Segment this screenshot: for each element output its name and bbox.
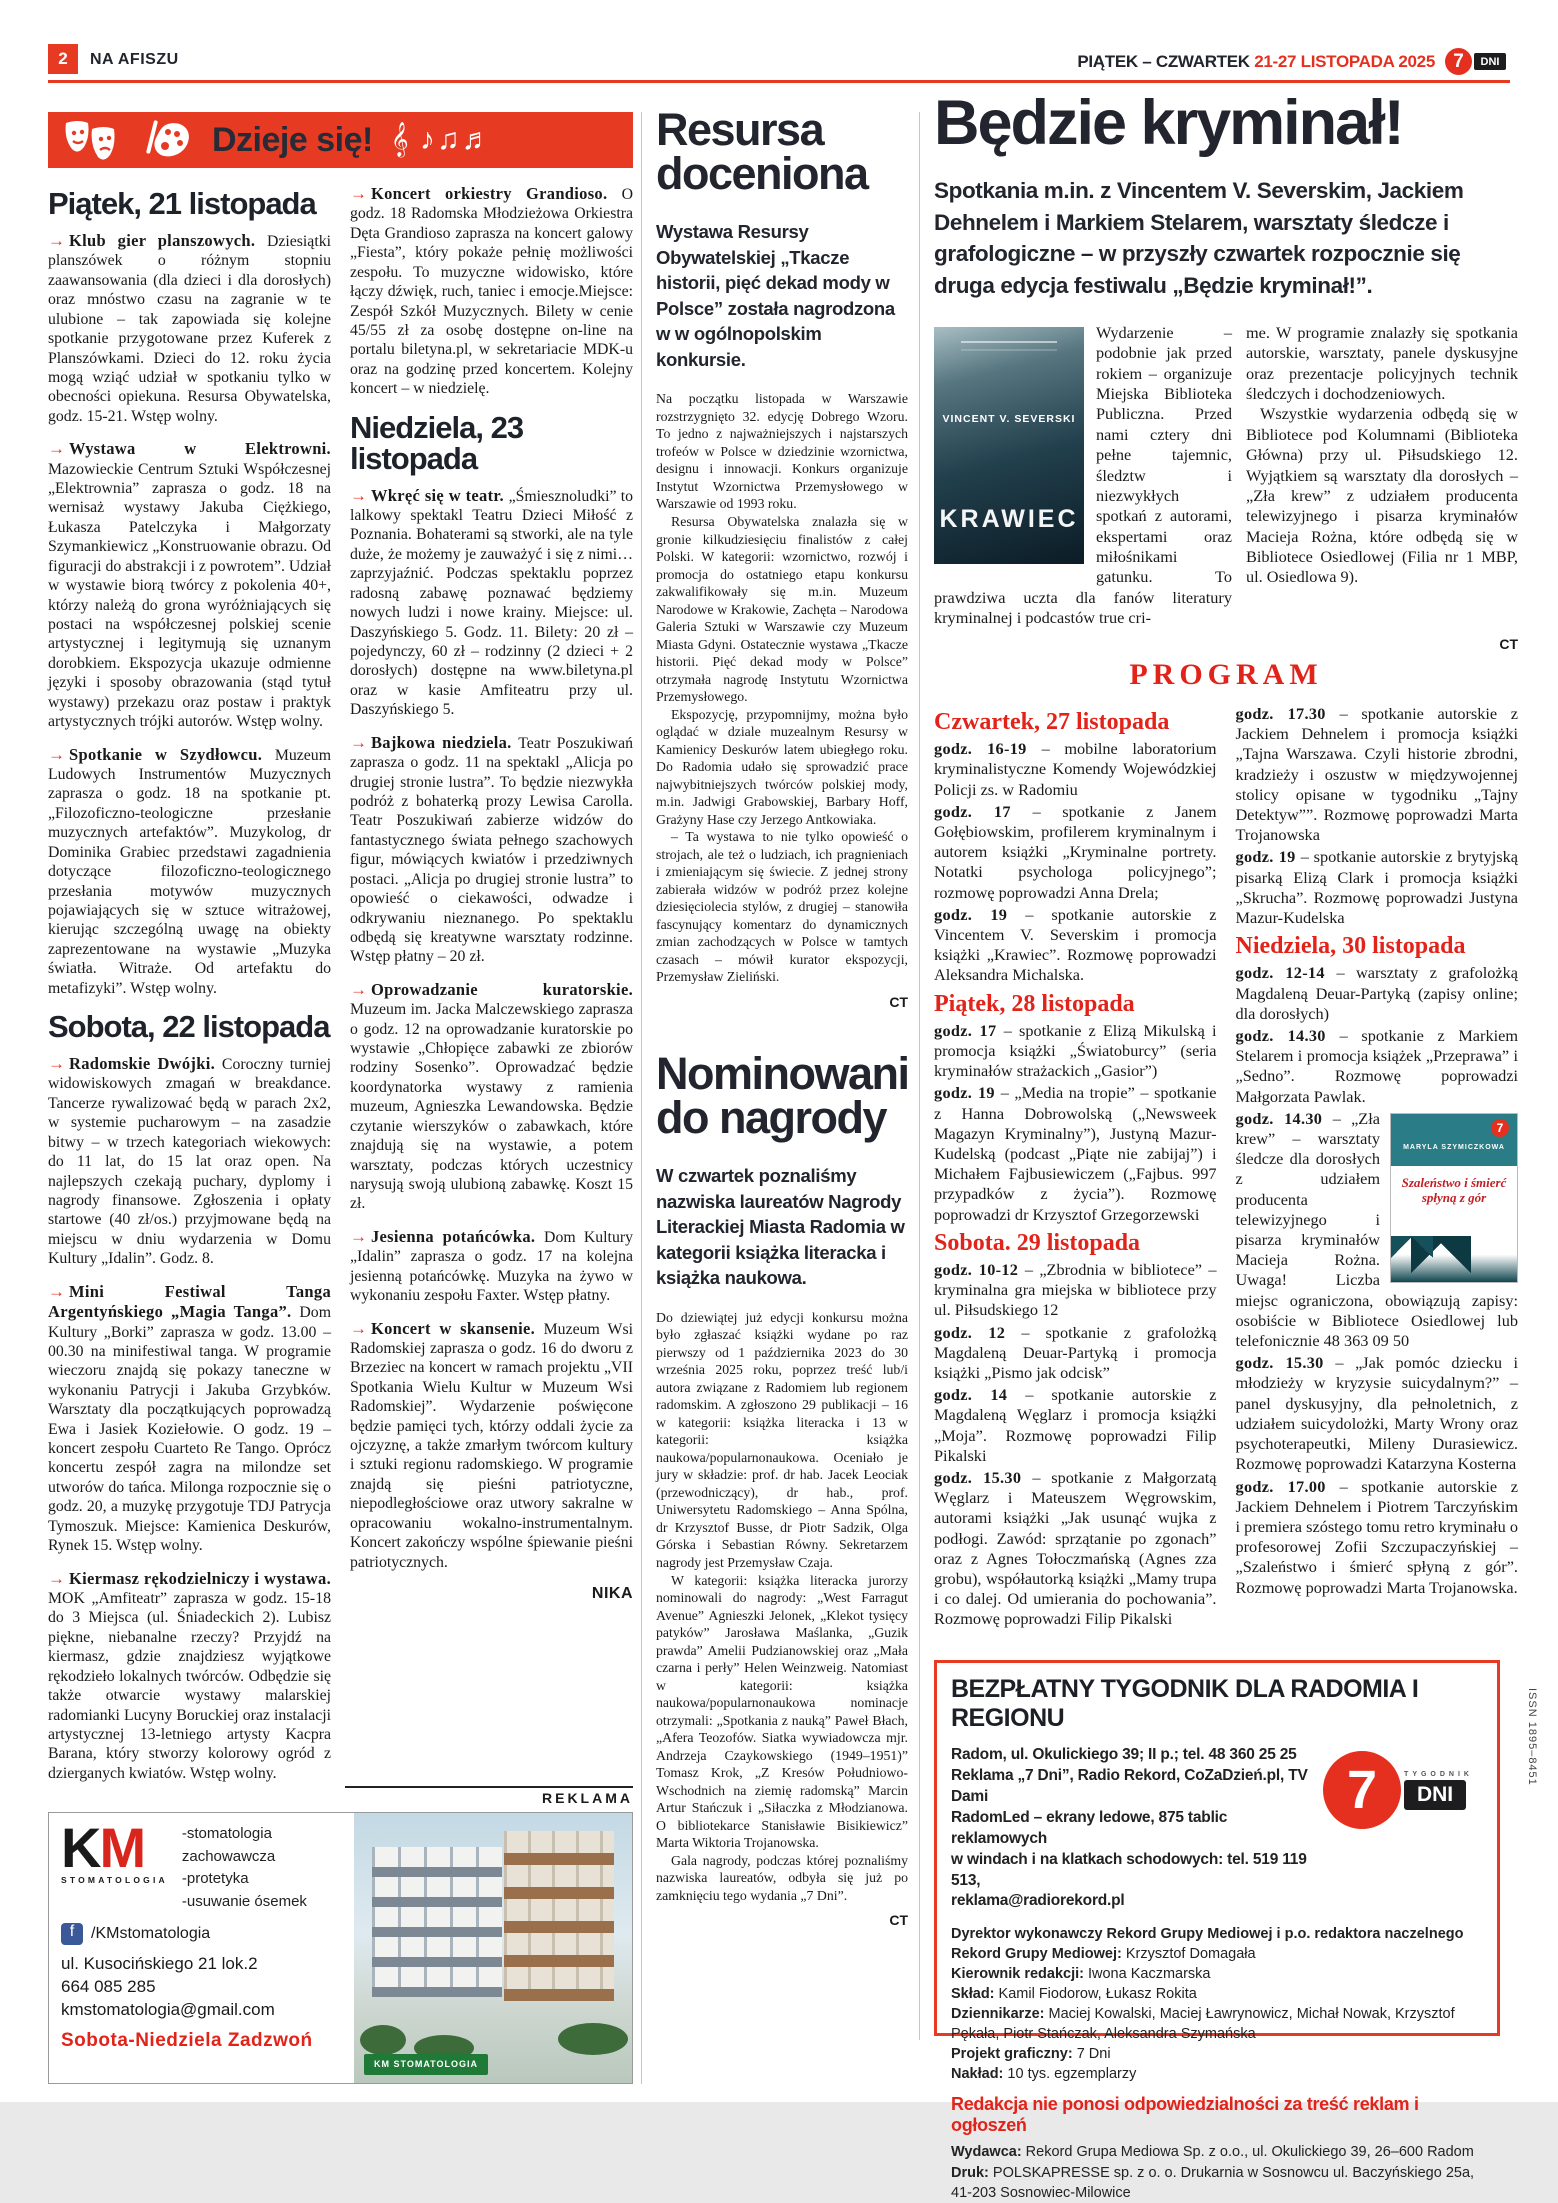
palette-brush-icon (144, 118, 194, 162)
logo-seven-icon: 7 (1323, 1751, 1401, 1829)
issue-date: PIĄTEK – CZWARTEK 21-27 LISTOPADA 2025 (1077, 51, 1435, 71)
facebook-icon: f (61, 1923, 83, 1945)
music-notes-icon: 𝄞 ♪♫♬ (390, 123, 494, 156)
km-email[interactable]: kmstomatologia@gmail.com (61, 1999, 275, 2019)
program-time: godz. 17 (934, 1020, 1004, 1040)
event-title: Bajkowa niedziela. (371, 732, 519, 752)
staff-role: Kierownik redakcji: (951, 1966, 1084, 1983)
km-service-item: -usuwanie ósemek (181, 1892, 307, 1910)
banner-title: Dzieje się! (212, 120, 373, 159)
program-entry: godz. 12 – spotkanie z grafolożką Magdaleną Deuar-Partyką i promocja książki „Pismo jak odcisk” (934, 1322, 1217, 1383)
article-nominowani (656, 1047, 909, 1929)
event-title: Radomskie Dwójki. (69, 1054, 222, 1074)
feature-headline: Będzie kryminał! (934, 88, 1403, 158)
program-time: godz. 17 (934, 801, 1033, 821)
event-title: Mini Festiwal Tanga Argentyńskiego „Magia Tanga”. (48, 1281, 331, 1322)
program-day-heading: Czwartek, 27 listopada (934, 709, 1170, 735)
program-entry: godz. 15.30 – spotkanie z Małgorzatą Węglarz i Mateuszem Węgrowskim, autorami książki „Jak usunąć wujka z podłogi. Zawód: sprzątanie po zgonach” oraz z Agnes Tołoczmańską (Agnes zza grobu), współautorką książki „Mamy trupa i co dalej. Od umierania do pochowania”. Rozmowę poprowadzi Filip Pikalski (934, 1468, 1217, 1629)
event-item: → Wkręć się w teatr. „Śmiesznoludki” to lalkowy spektakl Teatru Dzieci Miłość z Poznania. Bohaterami są stworki, ale na tyle duże, że możemy je zauważyć i się z nimi…zaprzyjaźnić. Podczas spektaklu poprzez radosną zabawę poznawać będziemy nowych ludzi i nowe krainy. Miejsce: ul. Daszyńskiego 5. Godz. 11. Bilety: 20 zł – pojedynczy, 60 zł – rodzinny (2 dzieci + 2 dorosłych) dostępne na www.biletyna.pl oraz w kasie Amfiteatru przy ul. Daszyńskiego 5. (350, 485, 633, 719)
program-entry: 7 MARYLA SZYMICZKOWA Szaleństwo i śmierć spłyną z gór godz. 14.30 – „Zła krew” – warsztaty śledcze dla dorosłych z udziałem producenta telewizyjnego i pisarza kryminałów Macieja Rożna. Uwaga! Liczba miejsc ograniczona, obowiązują zapisy: osobiście w Bibliotece Osiedlowej lub telefonicznie 48 363 09 50 (1235, 1108, 1518, 1351)
masthead-box (934, 1660, 1500, 2201)
km-address: ul. Kusocińskiego 21 lok.2 (61, 1954, 258, 1973)
feature-right-column (1246, 323, 1518, 628)
7dni-logo (1445, 48, 1506, 75)
km-building-photo (354, 1813, 632, 2083)
program-entry: godz. 15.30 – „Jak pomóc dziecku i młodzieży w kryzysie suicydalnym?” – panel dyskusyjny, dla pełnoletnich, z udziałem suicydolożki, Marty Wrony oraz psychoterapeutki, Mileny Durasiewicz. Rozmowę poprowadzi Katarzyna Kosterna (1235, 1353, 1518, 1474)
masthead-contact-line: reklama@radiorekord.pl (951, 1892, 1125, 1910)
program-time: godz. 19 (1235, 847, 1301, 867)
arrow-bullet-icon: → (350, 732, 367, 752)
staff-role: Skład: (951, 1986, 995, 2003)
km-weekend-note: Sobota-Niedziela Zadzwoń (61, 2029, 313, 2051)
program-entry: godz. 10-12 – „Zbrodnia w bibliotece” – kryminalna gra miejska w bibliotece przy ul. Piłsudskiego 12 (934, 1260, 1217, 1320)
event-item: → Bajkowa niedziela. Teatr Poszukiwań zaprasza o godz. 11 na spektakl „Alicja po drugiej stronie lustra”. To będzie niezwykła podróż z bohaterką prozy Lewisa Carolla. Teatr Poszukiwań zabierze widzów do fantastycznego świata pełnego szachowych figur, mówiących kwiatów i przedziwnych postaci. „Alicja po drugiej stronie lustra” to opowieść o ciekawości, odwadze i odkrywaniu nieznanego. Po spektaklu odbędą się kreatywne warsztaty rodzinne. Wstęp płatny – 20 zł. (350, 732, 633, 966)
program-entry: godz. 17 – spotkanie z Elizą Mikulską i promocja książki „Światoburcy” (seria kryminałów strażackich „Gasior”) (934, 1020, 1217, 1081)
masthead-contact-line: Radom, ul. Okulickiego 39; II p.; tel. 48 360 25 25 (951, 1746, 1297, 1763)
program-time: godz. 14.30 (1235, 1026, 1340, 1046)
arrow-bullet-icon: → (350, 184, 367, 203)
logo-seven-icon: 7 (1445, 48, 1472, 75)
article-lead: Wystawa Resursy Obywatelskiej „Tkacze historii, pięć dekad mody w Polsce” została nagrodzona w w ogólnopolskim konkursie. (656, 221, 895, 370)
article-paragraph: Na początku listopada w Warszawie rozstrzygnięto 32. edycję Dobrego Wzoru. To jedno z najważniejszych i najstarszych trofeów w Polsce w dziedzinie wzornictwa, designu i innowacji. Konkurs organizuje Instytut Wzornictwa Przemysłowego w Warszawie od 1993 roku. (656, 391, 908, 512)
program-time: godz. 12-14 (1235, 963, 1337, 983)
km-facebook-row[interactable] (61, 1923, 346, 1945)
article-paragraph: Gala nagrody, podczas której poznaliśmy nazwiska laureatów, odbyła się już po zamknięciu tego wydania „7 Dni”. (656, 1852, 908, 1903)
masthead-staff-line: Skład: Kamil Fiodorow, Łukasz Rokita (951, 1986, 1197, 2003)
feature-text-a: Wydarzenie – podobnie jak przed rokiem – organizuje Miejska Biblioteka Publiczna. Przed nami cztery dni pełne tajemnic, śledztw i niezwykłych spotkań z autorami, ekspertami oraz miłośnikami gatunku. To prawdziwa uczta dla fanów literatury kryminalnej i podcastów true cri- (934, 323, 1232, 628)
day-heading: Piątek, 21 listopada (48, 186, 316, 221)
km-services-list (182, 1823, 346, 1913)
column-divider (641, 112, 642, 2084)
author-signature: NIKA (591, 1585, 633, 1602)
km-service-item: -protetyka (181, 1870, 249, 1887)
arrow-bullet-icon: → (48, 439, 65, 459)
arrow-bullet-icon: → (350, 979, 367, 999)
event-item: → Jesienna potańcówka. Dom Kultury „Idalin” zaprasza o godz. 17 na kolejna jesienną potańcówkę. Muzyka na żywo w wykonaniu zespołu Faxter. Wstęp płatny. (350, 1226, 634, 1305)
day-heading: Niedziela, 23 listopada (350, 409, 524, 476)
publisher-role: Wydawca: (951, 2144, 1022, 2161)
article-resursa (656, 104, 908, 1010)
program-schedule (934, 704, 1518, 1646)
dzieje-sie-banner (48, 112, 633, 168)
event-title: Koncert w skansenie. (371, 1318, 544, 1338)
column-divider (919, 112, 920, 2040)
program-time: godz. 19 (934, 1083, 1001, 1103)
staff-role: Dziennikarze: (951, 2006, 1045, 2023)
masthead-staff-line: Dziennikarze: Maciej Kowalski, Maciej Ławrynowicz, Michał Nowak, Krzysztof Pękała, Piotr Stańczak, Aleksandra Szymańska (951, 2006, 1455, 2043)
event-item: → Klub gier planszowych. Dziesiątki planszówek o różnym stopniu zaawansowania (dla dzieci i dla dorosłych) oraz mnóstwo czasu na zagranie w te ulubione – tak zapowiada się kolejne spotkanie przygotowane przez Kuferek z Planszówkami. Dzieci do 12. roku życia mogą wziąć udział w spotkaniu tylko w obecności opiekuna. Resursa Obywatelska, godz. 15-21. Wstęp wolny. (48, 231, 331, 425)
staff-role: Dyrektor wykonawczy Rekord Grupy Mediowej i p.o. redaktora naczelnego Rekord Grupy Mediowej: (951, 1926, 1464, 1963)
masthead-contact (951, 1745, 1323, 1912)
event-item: → Koncert w skansenie. Muzeum Wsi Radomskiej zaprasza o godz. 16 do dworu z Brzeziec na koncert w ramach projektu „VII Spotkania Wielu Kultur w Muzeum Wsi Radomskiej”. Wydarzenie poświęcone będzie pamięci tych, którzy oddali życie za ojczyznę, a także zmarłym twórcom kultury i sztuki regionu radomskiego. W programie znajdą się pieśni patriotyczne, niepodległościowe oraz utwory sakralne w opracowaniu wokalno-instrumentalnym. Koncert zakończy wspólne śpiewanie pieśni patriotycznych. (350, 1318, 633, 1571)
program-entry: godz. 14.30 – spotkanie z Markiem Stelarem i promocja książek „Przeprawa” i „Sedno”. Rozmowę poprowadzi Małgorzata Pawlak. (1235, 1026, 1518, 1106)
cover-title: Szaleństwo i śmierć spłyną z gór (1401, 1174, 1507, 1205)
article-paragraph: me. W programie znalazły się spotkania autorskie, warsztaty, panele dyskusyjne oraz prezentacje policyjnych technik śledczych i dochodzeniowych. (1246, 323, 1518, 404)
article-paragraph: W kategorii: książka literacka jurorzy nominowali do nagrody: „West Farragut Avenue” Agnieszki Jelonek, „Klekot tysięcy patyków” Jarosława Maślanka, „Guzik prawda” Amelii Pudzianowskiej oraz „Mała czarna i perły” Helen Weinzweig. Natomiast w kategorii: książka naukowa/popularnonaukowa nominacje otrzymali: „Spotkania z nauką” Paweł Błach, „Afera Teozofów. Siatka wywiadowcza mjr. Andrzeja Czaykowskiego (1949–1951)” Tomasz Krok, „Z Kresów Południowo-Wschodnich na ziemię radomską” Marcin Artur Stańczuk i „Siłaczka z Młodzianowa. O bibliotekarce Stanisławie Bisikiewicz” Marta Wiktoria Trojanowska. (656, 1572, 908, 1851)
km-stomatologia-ad[interactable] (48, 1812, 633, 2084)
arrow-bullet-icon: → (48, 1281, 65, 1301)
arrow-bullet-icon: → (48, 231, 65, 250)
program-day-heading: Piątek, 28 listopada (934, 990, 1135, 1017)
arrow-bullet-icon: → (350, 1318, 367, 1338)
event-item: → Koncert orkiestry Grandioso. O godz. 18 Radomska Młodzieżowa Orkiestra Dęta Grandioso zaprasza na koncert galowy „Fiesta”, który pokaże pełnię możliwości zespołu. To muzyczne widowisko, które łączy dźwięk, ruch, taniec i emocje.Miejsce: Zespół Szkół Muzycznych. Bilety w cenie 45/55 zł za osobę dostępne on-line na portalu biletyna.pl, w sekretariacie MDK-u oraz na godzinę przed koncertem. Kolejny koncert – w niedzielę. (350, 184, 633, 398)
program-entry: godz. 19 – „Media na tropie” – spotkanie z Hanna Dobrowolską („Newsweek Magazyn Kryminalny”), Justyną Mazur-Kudelską (podcast „Piąte nie zabijaj”) i Michałem Fajbusiewiczem („Fajbus. 997 przypadków z życia”). Rozmowę poprowadzi dr Krzysztof Grzegorzewski (934, 1083, 1217, 1224)
program-entry: godz. 17.30 – spotkanie autorskie z Jackiem Dehnelem i promocja książki „Tajna Warszawa. Czyli historie zbrodni, kradzieży i oszustw w międzywojennej stolicy opisane w tygodniku „Tajny Detektyw””. Rozmowę poprowadzi Marta Trojanowska (1235, 704, 1518, 845)
masthead-staff (951, 1924, 1483, 2084)
program-time: godz. 19 (934, 904, 1026, 924)
event-title: Wystawa w Elektrowni. (69, 439, 331, 459)
cover-author: VINCENT V. SEVERSKI (942, 413, 1076, 425)
feature-left-column (934, 323, 1232, 628)
section-title: NA AFISZU (90, 51, 179, 68)
krawiec-book-cover (934, 327, 1084, 564)
program-entry: godz. 14 – spotkanie autorskie z Magdaleną Węglarz i promocja książki „Moja”. Rozmowę poprowadzi Filip Pikalski (934, 1385, 1217, 1465)
staff-role: Projekt graficzny: (951, 2046, 1073, 2063)
program-time: godz. 14.30 (1235, 1108, 1333, 1128)
program-day-heading: Sobota. 29 listopada (934, 1229, 1141, 1256)
facebook-handle: /KMstomatologia (91, 1925, 211, 1942)
arrow-bullet-icon: → (350, 485, 367, 505)
program-entry: godz. 19 – spotkanie autorskie z Vincentem V. Severskim i promocja książki „Krawiec”. Rozmowę poprowadzi Aleksandra Michalska. (934, 904, 1217, 985)
article-paragraph: – Ta wystawa to nie tylko opowieść o strojach, ale też o ludziach, ich pragnieniach i zmieniającym się świecie. Z jednej strony zabierała widzów w podróż przez kolejne dziesięciolecia stylów, z drugiej – stanowiła fascynujący komentarz do dynamicznych zmian zachodzących w Polsce w tamtych czasach – mówił kurator ekspozycji, Przemysław Zieliński. (656, 829, 908, 985)
article-body (656, 1309, 908, 1905)
masthead-staff-line: Nakład: 10 tys. egzemplarzy (951, 2066, 1137, 2083)
theater-masks-icon (62, 119, 126, 161)
article-paragraph: Do dziewiątej już edycji konkursu można było zgłaszać książki wydane po raz pierwszy od 1 października 2023 do 30 września 2025 roku, poprzez treść lub/i autora związane z Radomiem lub regionem radomskim. A zgłoszono 29 publikacji – 16 w kategorii: książka literacka i 13 w kategorii: książka naukowa/popularnonaukowa. Oceniało je jury w składzie: prof. dr hab. Jacek Leociak (przewodniczący), dr hab., prof. Uniwersytetu Radomskiego – Anna Spólna, dr Krzysztof Busse, dr Piotr Sadzik, Olga Górska i Sebastian Równy. Sekretarzem nagrody jest Przemysław Czaja. (656, 1309, 908, 1570)
event-item: → Kiermasz rękodzielniczy i wystawa. MOK „Amfiteatr” zaprasza w godz. 15-18 do 3 Miejsca (ul. Śniadeckich 2). Lubisz piękne, niebanalne rzeczy? Przyjdź na kiermasz, gdzie znajdziesz wyjątkowe rękodzieło lokalnych twórców. Odbędzie się także otwarcie wystawy malarskiej radomianki Lucyny Boruckiej oraz instalacji artystycznej 13-letniego artysty Kacpra Barana, który stworzy kolorowy ogród z dzierganych kwiatów. Wstęp wolny. (48, 1568, 331, 1782)
program-time: godz. 10-12 (934, 1260, 1025, 1280)
events-agenda (48, 184, 633, 1784)
km-service-item: -stomatologia zachowawcza (181, 1825, 276, 1865)
program-entry: godz. 17 – spotkanie z Janem Gołębiowskim, profilerem kryminalnym i autorem książki „Kryminalne portrety. Notatki psychologa policyjnego”; rozmowę poprowadzi Anna Drela; (934, 801, 1217, 902)
program-time: godz. 14 (934, 1385, 1026, 1405)
event-item: → Wystawa w Elektrowni. Mazowieckie Centrum Sztuki Współczesnej „Elektrownia” zaprasza o godz. 18 na wernisaż wystawy Jakuba Ciężkiego, Łukasza Patelczyka i Małgorzaty Szymankiewicz „Konstruowanie obrazu. Od figuracji do abstrakcji i z powrotem”. Udział w wystawie biorą twórcy z pokolenia 40+, którzy należą do grona wyróżniających się postaci na współczesnej polskiej scenie artystycznej i legitymują się uznanym dorobkiem. Ekspozycja ukazuje odmienne języki i sposoby obrazowania (stąd tytuł wystawy) przekazu oraz postaw i praktyk artystycznych trójki autorów. Wstęp wolny. (48, 439, 331, 731)
event-title: Spotkanie w Szydłowcu. (69, 744, 275, 764)
middle-column (656, 104, 909, 1929)
program-entry: godz. 16-19 – mobilne laboratorium kryminalistyczne Komendy Wojewódzkiej Policji zs. w Radomiu (934, 739, 1217, 799)
logo-seven-icon: 7 (1491, 1119, 1509, 1137)
article-lead: W czwartek poznaliśmy nazwiska laureatów Nagrody Literackiej Miasta Radomia w kategorii książka literacka i książka naukowa. (656, 1165, 905, 1289)
program-time: godz. 15.30 (1235, 1353, 1336, 1373)
article-paragraph: Resursa Obywatelska znalazła się w gronie kilkudziesięciu finalistów z całej Polski. W kategorii: wzornictwo, rozwój i promocja do ostatniego etapu konkursu zakwalifikowały się m.in. Muzeum Narodowe w Krakowie, Zachęta – Narodowa Galeria Sztuki w Warszawie czy Muzeum Miasta Gdyni. Ostatecznie wystawa „Tkacze historii. Pięć dekad mody w Polsce” otrzymała nagrodę Instytutu Wzornictwa Przemysłowego. (656, 513, 908, 705)
km-ad-text (49, 1813, 354, 2083)
article-paragraph: Wszystkie wydarzenia odbędą się w Bibliotece pod Kolumnami (Biblioteka Główna) przy ul. Piłsudskiego 12. Wyjątkiem są warsztaty dla dorosłych – „Zła krew” z udziałem producenta telewizyjnego i pisarza kryminałów Macieja Rożna, które odbędą się w Bibliotece Osiedlowej (Filia nr 1 MBP, ul. Osiedlowa 9). (1246, 404, 1518, 587)
event-title: Klub gier planszowych. (69, 231, 267, 250)
byline: CT (1499, 636, 1518, 653)
program-time: godz. 16-19 (934, 739, 1042, 759)
article-bedzie-kryminal (934, 88, 1518, 653)
header-date-block (1077, 48, 1506, 75)
szalenstwo-book-cover (1390, 1113, 1518, 1283)
masthead-staff-line: Kierownik redakcji: Iwona Kaczmarska (951, 1966, 1211, 1983)
program-entry: godz. 12-14 – warsztaty z grafolożką Magdaleną Deuar-Partyką (zapisy online; dla dorosłych) (1235, 963, 1518, 1023)
article-headline: Nominowani do nagrody (656, 1047, 909, 1143)
masthead-contact-line: Reklama „7 Dni”, Radio Rekord, CoZaDzień.pl, TV Dami (951, 1766, 1308, 1805)
cover-mountains-art (1391, 1236, 1517, 1282)
km-phone[interactable]: 664 085 285 (61, 1976, 156, 1996)
arrow-bullet-icon: → (48, 1568, 65, 1588)
event-title: Koncert orkiestry Grandioso. (371, 184, 622, 203)
logo-dni-label: DNI (1474, 53, 1506, 70)
event-item: → Spotkanie w Szydłowcu. Muzeum Ludowych Instrumentów Muzycznych zaprasza o godz. 18 na spotkanie pt. „Filozoficzno-teologiczne przesłanie muzycznych artefaktów”. Muzykolog, dr Dominika Grabiec przedstawi zagadnienia dotyczące filozoficzno-teologicznego przesłania motywów muzycznych pojawiających się w sztuce witrażowej, kierując szczególną uwagę na obiekty zaprezentowane na wystawie „Muzyka światła. Witraże. Od artefaktu do metafizyki”. Wstęp wolny. (48, 744, 331, 997)
article-paragraph: Ekspozycję, przypomnijmy, można było oglądać w dziale muzealnym Resursy w Kamienicy Deskurów latem ubiegłego roku. Do Radomia udało się sprowadzić prace najwybitniejszych twórców polskiej mody, m.in. Jadwigi Grabowskiej, Barbary Hoff, Grażyny Hase czy Jerzego Antkowiaka. (656, 706, 908, 827)
event-item: → Mini Festiwal Tanga Argentyńskiego „Magia Tanga”. Dom Kultury „Borki” zaprasza w godz. 13.00 – 00.30 na minifestiwal tanga. W programie wieczoru znajdą się pokazy taneczne w wykonaniu Patrycji i Jakuba Grzybków. Warsztaty dla początkujących poprowadzą Ewa i Jasiek Koziełowie. O godz. 19 – koncert zespołu Cuarteto Re Tango. Oprócz koncertu zespół zagra na milondze set utworów do tańca. Milonga rozpocznie się o godz. 20, a muzykę przygotuje TDJ Patrycja Tymoszuk. Miejsce: Kamienica Deskurów, Rynek 15. Wstęp wolny. (48, 1281, 331, 1555)
masthead-publisher-line: Druk: POLSKAPRESSE sp. z o. o. Drukarnia w Sosnowcu ul. Baczyńskiego 25a, 41-203 Sosnowiec-Milowice (951, 2164, 1475, 2201)
masthead-contact-line: w windach i na klatkach schodowych: tel. 519 119 513, (951, 1850, 1307, 1889)
program-title: PROGRAM (1129, 658, 1323, 691)
publisher-role: Druk: (951, 2164, 989, 2181)
event-title: Jesienna potańcówka. (371, 1226, 545, 1246)
arrow-bullet-icon: → (350, 1226, 367, 1246)
feature-lead: Spotkania m.in. z Vincentem V. Severskim, Jackiem Dehnelem i Markiem Stelarem, warsztaty śledcze i grafologiczne – w przyszły czwartek rozpocznie się druga edycja festiwalu „Będzie kryminał!”. (934, 178, 1464, 298)
km-signboard: KM STOMATOLOGIA (364, 2054, 488, 2075)
date-range: 21-27 LISTOPADA 2025 (1254, 51, 1435, 71)
event-item: → Oprowadzanie kuratorskie. Muzeum im. Jacka Malczewskiego zaprasza o godz. 12 na oprowadzanie kuratorskie po wystawie „Chłopięce zabawki ze zbiorów rodziny Sosenko”. Oprowadzać będzie koordynatorka wystawy z ramienia muzeum, Agnieszka Lewandowska. Będzie czytanie wierszyków o zabawkach, które znajdują się na wystawie, a potem warsztaty, podczas których uczestnicy narysują swoją ulubioną zabawkę. Koszt 15 zł. (350, 979, 633, 1213)
program-time: godz. 17.30 (1235, 704, 1340, 723)
masthead-publisher (951, 2142, 1483, 2203)
arrow-bullet-icon: → (48, 744, 65, 764)
header-rule (48, 80, 1510, 83)
masthead-contact-line: RadomLed – ekrany ledowe, 875 tablic reklamowych (951, 1808, 1228, 1847)
article-body (656, 390, 908, 986)
masthead-title: BEZPŁATNY TYGODNIK DLA RADOMIA I REGIONU (951, 1675, 1419, 1732)
cover-author: MARYLA SZYMICZKOWA (1403, 1143, 1505, 1151)
day-heading: Sobota, 22 listopada (48, 1009, 330, 1045)
cover-title: KRAWIEC (939, 505, 1079, 533)
program-time: godz. 17.00 (1235, 1476, 1340, 1496)
logo-tygodnik-label: TYGODNIK (1404, 1770, 1473, 1778)
event-title: Oprowadzanie kuratorskie. (371, 979, 633, 999)
program-time: godz. 12 (934, 1322, 1022, 1342)
event-title: Kiermasz rękodzielniczy i wystawa. (69, 1568, 331, 1588)
reklama-label: REKLAMA (345, 1786, 633, 1806)
page-number: 2 (48, 44, 78, 74)
byline: CT (889, 1912, 908, 1929)
event-item: → Radomskie Dwójki. Coroczny turniej widowiskowych zmagań w breakdance. Tancerze rywalizować będą w parach 2x2, w systemie pucharowym – na zasadzie bitwy – w trzech kategoriach wiekowych: do 11 lat, do 15 lat oraz open. Na najlepszych czekają puchary, dyplomy i nagrody finansowe. Zgłoszenia i opłaty startowe (40 zł/os.) przyjmowane będą na miejscu w dniu wydarzenia w Domu Kultury „Idalin”. Godz. 8. (48, 1054, 331, 1268)
km-logo: KM STOMATOLOGIA (61, 1816, 168, 1886)
arrow-bullet-icon: → (48, 1054, 65, 1074)
program-day-heading: Niedziela, 30 listopada (1235, 933, 1466, 960)
issn-number: ISSN 1895–8451 (1526, 1688, 1538, 1786)
staff-role: Nakład: (951, 2066, 1004, 2083)
masthead-staff-line: Dyrektor wykonawczy Rekord Grupy Mediowej i p.o. redaktora naczelnego Rekord Grupy Mediowej: Krzysztof Domagała (951, 1926, 1464, 1963)
masthead-disclaimer: Redakcja nie ponosi odpowiedzialności za treść reklam i ogłoszeń (951, 2094, 1419, 2136)
program-entry: godz. 17.00 – spotkanie autorskie z Jackiem Dehnelem i Piotrem Tarczyńskim i premiera szóstego tomu retro kryminału o profesorowej Zofii Szczupaczyńskiej – „Szaleństwo i śmierć spłyną z gór”. Rozmowę poprowadzi Marta Trojanowska. (1235, 1476, 1518, 1597)
event-title: Wkręć się w teatr. (371, 485, 509, 505)
program-time: godz. 15.30 (934, 1468, 1033, 1488)
program-entry: godz. 19 – spotkanie autorskie z brytyjską pisarką Elizą Clark i promocja książki „Skrucha”. Rozmowę poprowadzi Justyna Mazur-Kudelska (1235, 847, 1518, 928)
masthead-publisher-line: Wydawca: Rekord Grupa Mediowa Sp. z o.o., ul. Okulickiego 39, 26–600 Radom (951, 2144, 1474, 2161)
logo-dni-label: DNI (1404, 1780, 1466, 1810)
article-headline: Resursa doceniona (656, 104, 868, 199)
masthead-staff-line: Projekt graficzny: 7 Dni (951, 2046, 1111, 2063)
byline: CT (889, 993, 908, 1010)
7dni-logo-large (1323, 1751, 1473, 1829)
